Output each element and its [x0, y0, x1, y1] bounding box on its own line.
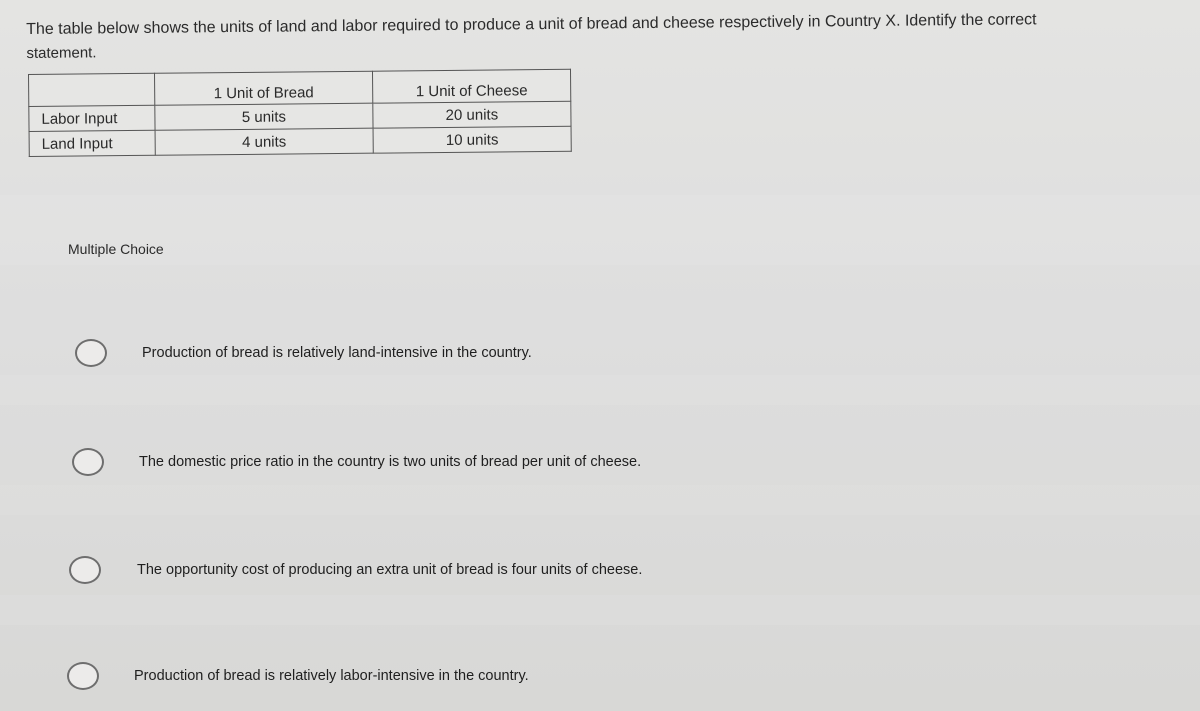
cell-land-bread: 4 units [155, 128, 373, 155]
cell-labor-bread: 5 units [155, 103, 373, 130]
option-2[interactable] [72, 448, 641, 476]
question-line-2: statement. [26, 44, 97, 62]
radio-button-option-3[interactable] [69, 556, 101, 584]
row-label-land: Land Input [29, 130, 155, 156]
option-3[interactable] [69, 556, 642, 584]
option-1-text: Production of bread is relatively land-intensive in the country. [142, 345, 532, 361]
table-header-bread: 1 Unit of Bread [154, 71, 372, 105]
radio-button-option-2[interactable] [72, 448, 104, 476]
option-1[interactable] [75, 339, 532, 367]
option-2-text: The domestic price ratio in the country is two units of bread per unit of cheese. [139, 454, 642, 470]
option-3-text: The opportunity cost of producing an extra unit of bread is four units of cheese. [137, 562, 643, 578]
input-requirements-table [28, 69, 572, 157]
option-4[interactable] [67, 662, 529, 690]
option-4-text: Production of bread is relatively labor-intensive in the country. [134, 668, 529, 684]
table-header-empty [29, 73, 155, 106]
row-label-labor: Labor Input [29, 105, 155, 131]
question-text [26, 0, 1187, 67]
cell-land-cheese: 10 units [373, 126, 571, 153]
radio-button-option-4[interactable] [67, 662, 99, 690]
question-line-1: The table below shows the units of land and labor required to produce a unit of bread and cheese respectively in Country X. Identify the correct [26, 11, 1037, 38]
multiple-choice-label: Multiple Choice [68, 241, 164, 257]
table-header-cheese: 1 Unit of Cheese [372, 69, 570, 103]
radio-button-option-1[interactable] [75, 339, 107, 367]
table-row [29, 126, 571, 156]
cell-labor-cheese: 20 units [373, 101, 571, 128]
table-header-row [29, 69, 571, 106]
